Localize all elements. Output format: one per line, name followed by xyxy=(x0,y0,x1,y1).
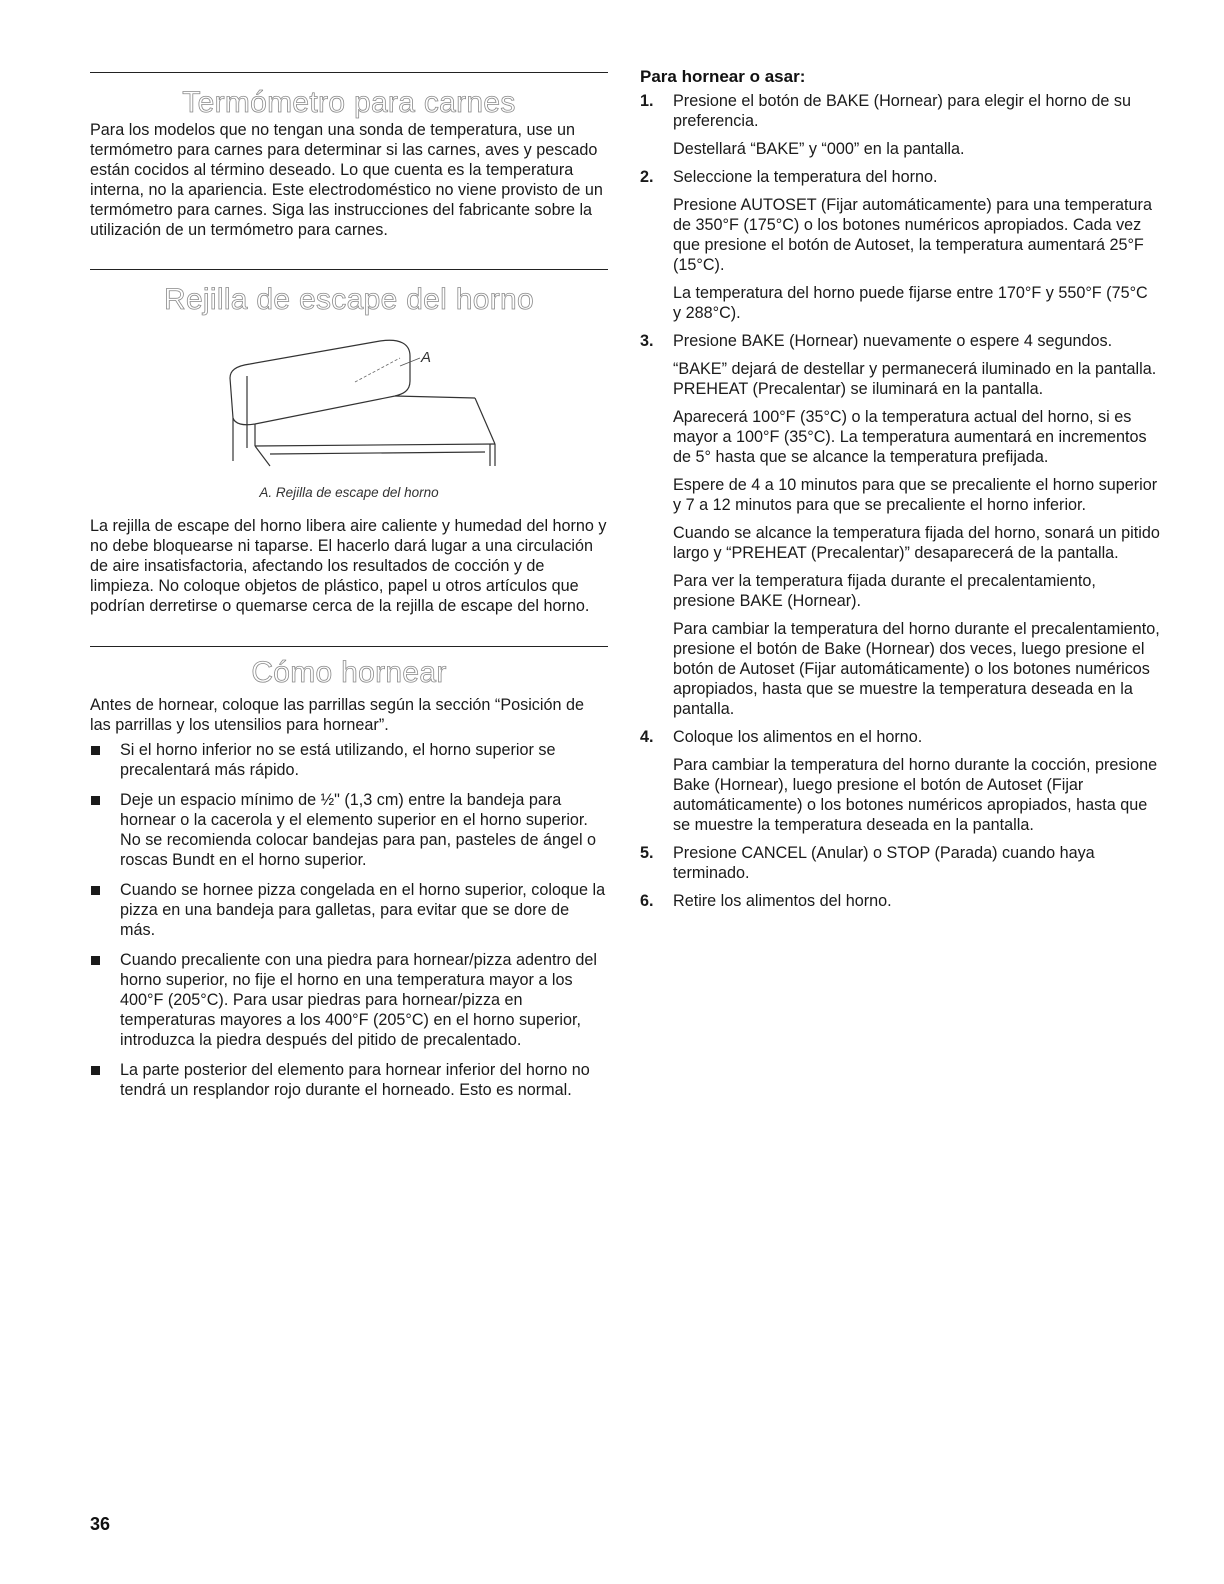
step-number: 1. xyxy=(640,92,654,110)
oven-vent-text: La rejilla de escape del horno libera aire caliente y humedad del horno y no debe bloquearse ni taparse. El hacerlo dará lugar a una circulación de aire insatisfactoria, afectando los resultados de cocción y de limpieza. No coloque objetos de plástico, papel u otros artículos que podrían derretirse o quemarse cerca de la rejilla de escape del horno. xyxy=(90,517,607,615)
section-title-meat-thermometer: Termómetro para carnes xyxy=(182,86,516,119)
step-number: 2. xyxy=(640,168,654,186)
step-number: 3. xyxy=(640,332,654,350)
step-text: Retire los alimentos del horno. xyxy=(673,892,892,910)
step-text: Para cambiar la temperatura del horno durante la cocción, presione Bake (Hornear), luego presione el botón de Autoset (Fijar automáticamente) o los botones numéricos apropiados, hasta que se muestre la temperatura deseada en la pantalla. xyxy=(673,756,1158,834)
step-text: Para cambiar la temperatura del horno durante el precalentamiento, presione el botón de Bake (Hornear) dos veces, luego presione el botón de Autoset (Fijar automáticamente) o los botones numéricos apropiados, hasta que se muestre la temperatura deseada en la pantalla. xyxy=(673,620,1160,718)
step-item xyxy=(640,891,1160,911)
step-text: Cuando se alcance la temperatura fijada del horno, sonará un pitido largo y “PREHEAT (Precalentar)” desaparecerá de la pantalla. xyxy=(673,524,1160,562)
bake-broil-subtitle: Para hornear o asar: xyxy=(640,67,806,86)
bullet-icon xyxy=(91,956,100,965)
list-item: Si el horno inferior no se está utilizando, el horno superior se precalentará más rápido. xyxy=(90,740,608,780)
step-text: Presione CANCEL (Anular) o STOP (Parada) cuando haya terminado. xyxy=(673,844,1095,882)
step-text: Para ver la temperatura fijada durante el precalentamiento, presione BAKE (Hornear). xyxy=(673,572,1096,610)
step-number: 6. xyxy=(640,892,654,910)
oven-vent-illustration xyxy=(225,336,505,472)
step-text: Presione BAKE (Hornear) nuevamente o espere 4 segundos. xyxy=(673,332,1113,350)
step-text: Presione AUTOSET (Fijar automáticamente) para una temperatura de 350°F (175°C) o los botones numéricos apropiados. Cada vez que presione el botón de Autoset, la temperatura aumentará 25°F (15°C). xyxy=(673,196,1152,274)
step-item xyxy=(640,167,1160,323)
bullet-icon xyxy=(91,886,100,895)
bullet-icon xyxy=(91,1066,100,1075)
bake-steps-list xyxy=(640,91,1160,919)
meat-thermometer-text: Para los modelos que no tengan una sonda de temperatura, use un termómetro para carnes para determinar si las carnes, aves y pescado están cocidos al término deseado. Lo que cuenta es la temperatura interna, no la apariencia. Este electrodoméstico no viene provisto de un termómetro para carnes. Siga las instrucciones del fabricante sobre la utilización de un termómetro para carnes. xyxy=(90,121,603,239)
step-text: Aparecerá 100°F (35°C) o la temperatura actual del horno, si es mayor a 100°F (35°C). La temperatura aumentará en incrementos de 5° hasta que se alcance la temperatura prefijada. xyxy=(673,408,1147,466)
list-item: Cuando se hornee pizza congelada en el horno superior, coloque la pizza en una bandeja para galletas, para evitar que se dore de más. xyxy=(90,880,608,940)
step-item xyxy=(640,91,1160,159)
step-item xyxy=(640,331,1160,719)
divider xyxy=(90,72,608,73)
section-title-oven-vent: Rejilla de escape del horno xyxy=(163,283,534,316)
step-text: Espere de 4 a 10 minutos para que se precaliente el horno superior y 7 a 12 minutos para que se precaliente el horno inferior. xyxy=(673,476,1158,514)
bullet-icon xyxy=(91,796,100,805)
bullet-icon xyxy=(91,746,100,755)
step-item xyxy=(640,727,1160,835)
baking-tips-list xyxy=(90,740,608,1110)
step-text: La temperatura del horno puede fijarse entre 170°F y 550°F (75°C y 288°C). xyxy=(673,284,1148,322)
step-text: Presione el botón de BAKE (Hornear) para elegir el horno de su preferencia. xyxy=(673,92,1132,130)
vent-hood-shape xyxy=(230,340,410,425)
section-title-baking: Cómo hornear xyxy=(251,656,447,689)
divider xyxy=(90,269,608,270)
page-number: 36 xyxy=(90,1514,111,1534)
vent-grille-line xyxy=(355,358,400,382)
step-item xyxy=(640,843,1160,883)
list-item: Deje un espacio mínimo de ½" (1,3 cm) entre la bandeja para hornear o la cacerola y el elemento superior en el horno superior. No se recomienda colocar bandejas para pan, pasteles de ángel o roscas Bundt en el horno superior. xyxy=(90,790,608,870)
baking-intro-text: Antes de hornear, coloque las parrillas según la sección “Posición de las parrillas y los utensilios para hornear”. xyxy=(90,696,585,734)
list-item: La parte posterior del elemento para hornear inferior del horno no tendrá un resplandor rojo durante el horneado. Esto es normal. xyxy=(90,1060,608,1100)
step-text: Destellará “BAKE” y “000” en la pantalla. xyxy=(673,140,965,158)
figure-label-a: A xyxy=(421,349,432,366)
step-number: 5. xyxy=(640,844,654,862)
list-item: Cuando precaliente con una piedra para hornear/pizza adentro del horno superior, no fije el horno en una temperatura mayor a los 400°F (205°C). Para usar piedras para hornear/pizza en temperaturas mayores a los 400°F (205°C) en el horno superior, introduzca la piedra después del pitido de precalentado. xyxy=(90,950,608,1050)
figure-caption: A. Rejilla de escape del horno xyxy=(259,485,439,500)
step-text: Coloque los alimentos en el horno. xyxy=(673,728,923,746)
step-text: “BAKE” dejará de destellar y permanecerá iluminado en la pantalla. PREHEAT (Precalentar) se iluminará en la pantalla. xyxy=(673,360,1157,398)
divider xyxy=(90,646,608,647)
step-number: 4. xyxy=(640,728,654,746)
step-text: Seleccione la temperatura del horno. xyxy=(673,168,938,186)
